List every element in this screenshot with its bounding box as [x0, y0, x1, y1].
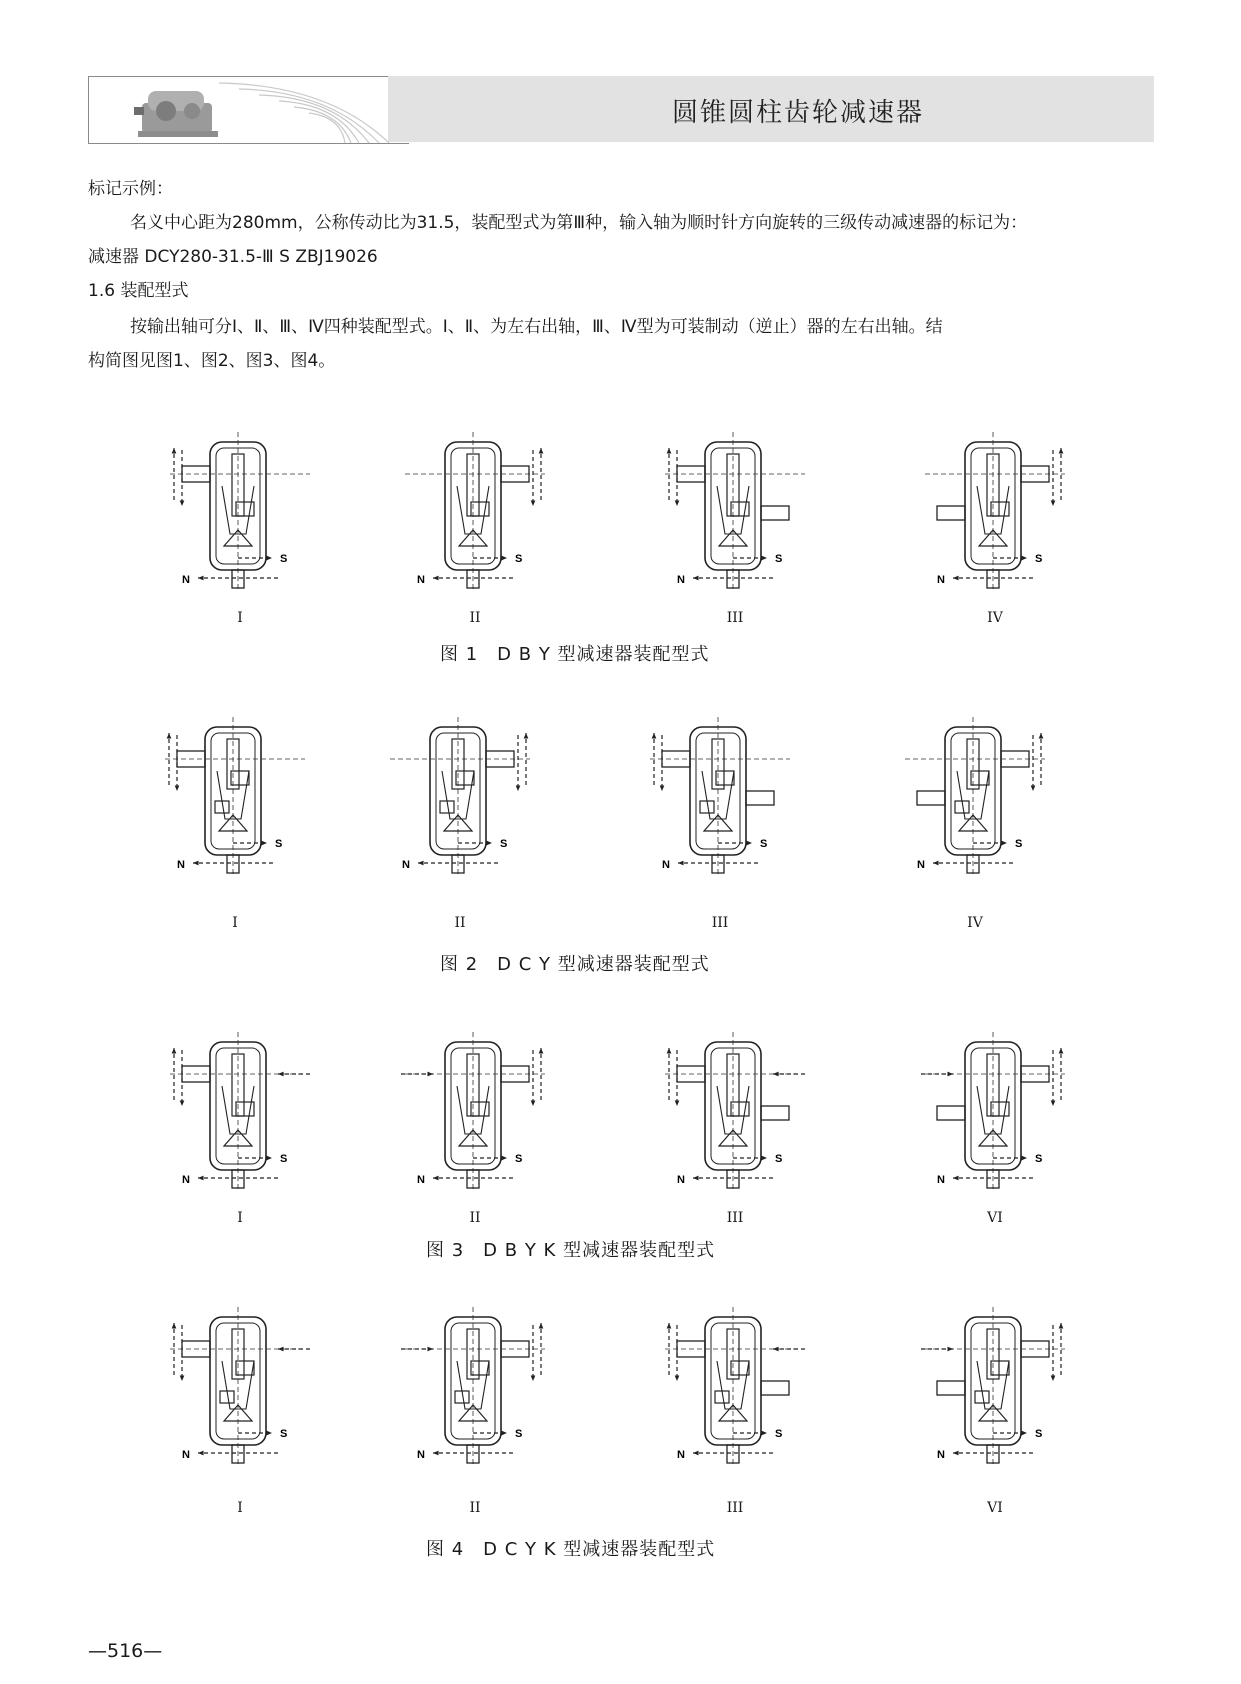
south-label: S [280, 553, 288, 565]
page-number: —516— [88, 1640, 163, 1662]
rotation-arrow-down [180, 450, 185, 506]
south-arrow [733, 556, 767, 561]
section-heading: 1.6 装配型式 [88, 281, 189, 301]
gearbox-diagram-1-3 [655, 430, 815, 600]
south-arrow [993, 556, 1027, 561]
south-arrow [238, 1431, 272, 1436]
rotation-arrow-down [1031, 735, 1036, 791]
gear-frame [222, 1086, 254, 1134]
south-label: S [1035, 553, 1043, 565]
figure-1-label-4: IV [987, 610, 1003, 626]
gear-block [971, 771, 989, 785]
gear-frame [702, 771, 734, 819]
south-label: S [775, 1428, 783, 1440]
gearbox-diagram-3-4 [915, 1030, 1075, 1200]
rotation-arrow-down [1051, 1050, 1056, 1106]
north-label: N [417, 1449, 425, 1461]
figure-4-label-1: I [237, 1500, 243, 1516]
figure-3-caption: 图 3 D B Y K 型减速器装配型式 [426, 1240, 716, 1261]
figure-4-caption: 图 4 D C Y K 型减速器装配型式 [426, 1539, 716, 1560]
brake-shaft [761, 506, 789, 520]
south-label: S [500, 838, 508, 850]
header-title-band [388, 76, 1154, 142]
gear-block [991, 1361, 1009, 1375]
gear-block [236, 1361, 254, 1375]
north-label: N [937, 1449, 945, 1461]
south-arrow [973, 841, 1007, 846]
rotation-arrow-down [531, 1050, 536, 1106]
brake-shaft [917, 791, 945, 805]
gear-frame [977, 1361, 1009, 1409]
north-label: N [177, 859, 185, 871]
south-arrow [718, 841, 752, 846]
gear-frame [457, 1361, 489, 1409]
figure-2-caption: 图 2 D C Y 型减速器装配型式 [440, 954, 710, 975]
gearbox-diagram-4-1 [160, 1305, 320, 1475]
figure-1-label-1: I [237, 610, 243, 626]
rotation-arrow-down [180, 1050, 185, 1106]
paragraph-line-2: 构简图见图1、图2、图3、图4。 [88, 351, 336, 371]
gearbox-diagram-4-3 [655, 1305, 815, 1475]
brake-shaft [746, 791, 774, 805]
north-label: N [677, 1174, 685, 1186]
south-label: S [775, 553, 783, 565]
gear-block [716, 771, 734, 785]
brake-shaft [937, 506, 965, 520]
figure-4-label-4: VI [987, 1500, 1003, 1516]
figure-3-label-4: VI [987, 1210, 1003, 1226]
south-label: S [515, 1428, 523, 1440]
gear-frame [222, 486, 254, 534]
figure-3-label-3: III [726, 1210, 744, 1226]
gear-frame [717, 1361, 749, 1409]
example-heading: 标记示例： [88, 179, 173, 199]
north-label: N [182, 1174, 190, 1186]
gear-frame [977, 1086, 1009, 1134]
south-label: S [280, 1428, 288, 1440]
figure-3-label-2: II [469, 1210, 481, 1226]
south-arrow [473, 1156, 507, 1161]
figure-2-label-2: II [454, 915, 466, 931]
page-title: 圆锥圆柱齿轮减速器 [671, 98, 924, 128]
south-arrow [473, 1431, 507, 1436]
gearbox-diagram-3-1 [160, 1030, 320, 1200]
gearbox-diagram-2-3 [640, 715, 800, 885]
rotation-arrow-down [175, 735, 180, 791]
gear-frame [957, 771, 989, 819]
gearbox-diagram-2-4 [895, 715, 1055, 885]
rotation-arrow-down [531, 450, 536, 506]
brake-shaft [761, 1381, 789, 1395]
north-label: N [917, 859, 925, 871]
gear-frame [717, 1086, 749, 1134]
south-label: S [760, 838, 768, 850]
gear-block [456, 771, 474, 785]
north-label: N [417, 1174, 425, 1186]
rotation-arrow-down [675, 1050, 680, 1106]
south-arrow [458, 841, 492, 846]
north-label: N [417, 574, 425, 586]
input-rotation-arrow [773, 1072, 805, 1077]
south-label: S [515, 553, 523, 565]
south-arrow [238, 556, 272, 561]
gear-frame [717, 486, 749, 534]
paragraph-line-1: 按输出轴可分Ⅰ、Ⅱ、Ⅲ、Ⅳ四种装配型式。Ⅰ、Ⅱ、为左右出轴，Ⅲ、Ⅳ型为可装制动（逆止）器的左右出轴。结 [130, 317, 943, 337]
gear-frame [217, 771, 249, 819]
gear-block [231, 771, 249, 785]
gear-block [471, 1361, 489, 1375]
example-line-1: 名义中心距为280mm，公称传动比为31.5，装配型式为第Ⅲ种，输入轴为顺时针方向旋转的三级传动减速器的标记为： [130, 213, 1028, 233]
north-label: N [677, 574, 685, 586]
input-rotation-arrow [278, 1072, 310, 1077]
gear-frame [442, 771, 474, 819]
south-arrow [233, 841, 267, 846]
gearbox-diagram-4-4 [915, 1305, 1075, 1475]
south-label: S [1035, 1153, 1043, 1165]
figure-2-label-1: I [232, 915, 238, 931]
figure-2-label-4: IV [967, 915, 983, 931]
brake-shaft [937, 1381, 965, 1395]
gear-frame [977, 486, 1009, 534]
south-label: S [515, 1153, 523, 1165]
south-label: S [1035, 1428, 1043, 1440]
north-label: N [937, 574, 945, 586]
rotation-arrow-down [660, 735, 665, 791]
figure-4-label-3: III [726, 1500, 744, 1516]
north-label: N [182, 574, 190, 586]
north-label: N [402, 859, 410, 871]
south-label: S [275, 838, 283, 850]
south-arrow [993, 1156, 1027, 1161]
gear-frame [457, 486, 489, 534]
south-arrow [733, 1431, 767, 1436]
figure-1-label-3: III [726, 610, 744, 626]
gearbox-diagram-3-2 [395, 1030, 555, 1200]
header-logo-panel [88, 76, 409, 144]
gearbox-diagram-2-2 [380, 715, 540, 885]
input-rotation-arrow [773, 1347, 805, 1352]
figure-2-label-3: III [711, 915, 729, 931]
rotation-arrow-down [675, 1325, 680, 1381]
north-label: N [937, 1174, 945, 1186]
gear-block [731, 1361, 749, 1375]
south-label: S [1015, 838, 1023, 850]
gearbox-diagram-1-2 [395, 430, 555, 600]
rotation-arrow-down [516, 735, 521, 791]
gearbox-icon [134, 81, 224, 139]
input-rotation-arrow [278, 1347, 310, 1352]
gearbox-diagram-2-1 [155, 715, 315, 885]
gearbox-diagram-4-2 [395, 1305, 555, 1475]
rotation-arrow-down [1051, 1325, 1056, 1381]
rotation-arrow-down [531, 1325, 536, 1381]
gear-frame [457, 1086, 489, 1134]
page-header [88, 76, 1154, 142]
south-arrow [473, 556, 507, 561]
example-line-2: 减速器 DCY280-31.5-Ⅲ S ZBJ19026 [88, 247, 378, 267]
south-arrow [238, 1156, 272, 1161]
brake-shaft [761, 1106, 789, 1120]
gearbox-diagram-1-1 [160, 430, 320, 600]
figure-1-caption: 图 1 D B Y 型减速器装配型式 [440, 644, 710, 665]
south-label: S [280, 1153, 288, 1165]
south-label: S [775, 1153, 783, 1165]
gear-frame [222, 1361, 254, 1409]
north-label: N [662, 859, 670, 871]
gearbox-diagram-3-3 [655, 1030, 815, 1200]
figure-3-label-1: I [237, 1210, 243, 1226]
figure-4-label-2: II [469, 1500, 481, 1516]
brake-shaft [937, 1106, 965, 1120]
north-label: N [182, 1449, 190, 1461]
rotation-arrow-down [180, 1325, 185, 1381]
north-label: N [677, 1449, 685, 1461]
south-arrow [993, 1431, 1027, 1436]
rotation-arrow-down [1051, 450, 1056, 506]
south-arrow [733, 1156, 767, 1161]
gearbox-diagram-1-4 [915, 430, 1075, 600]
figure-1-label-2: II [469, 610, 481, 626]
rotation-arrow-down [675, 450, 680, 506]
